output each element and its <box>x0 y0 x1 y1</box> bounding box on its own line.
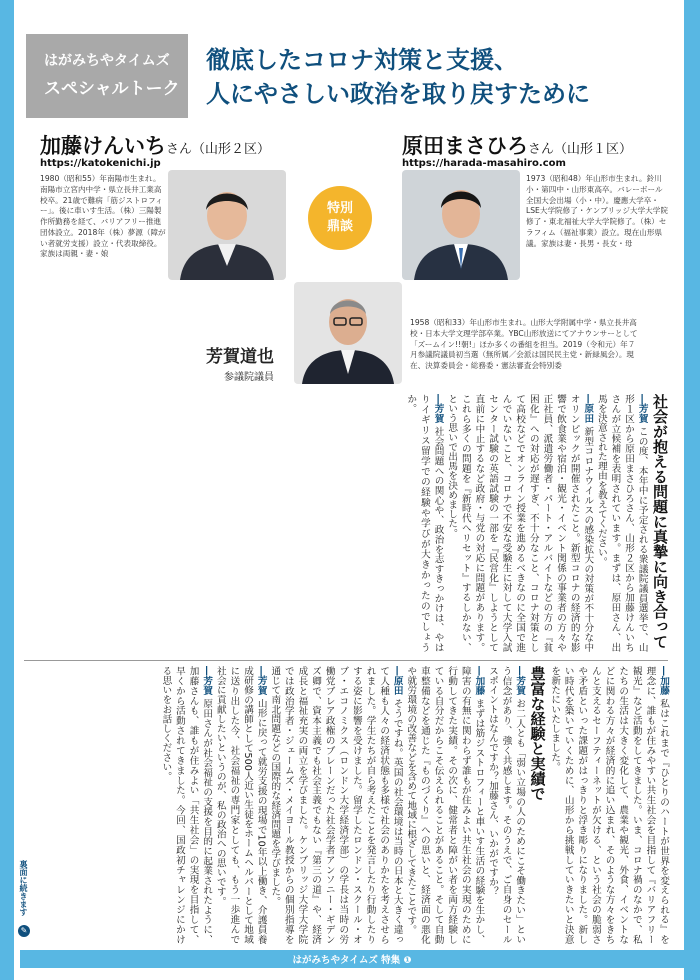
speaker-label: ―加藤 <box>473 666 485 696</box>
paragraph: 原田さんが社会福祉の支援を目的に起業されたように、加藤さんも、誰もが住みよい「共生社会」の実現を目指して、早くから活動されてきました。今回、国政初チャレンジにかける思いをお話しください。 <box>160 666 213 944</box>
speaker-label: ―加藤 <box>658 666 669 696</box>
section-heading-1: 社会が抱える問題に真摯に向き合って <box>651 394 669 649</box>
tier-divider <box>24 660 668 661</box>
badge-line1: 特別 <box>326 201 353 217</box>
article-body <box>28 394 670 944</box>
paragraph: まずは筋ジストロフィーと車いす生活の経験を生かし、障害の有無に関わらず誰もが住みよい共生社会の実現のために行動してきた実績。その次に、健常者と障がい者を両方経験している自分だからこそ伝えられることがあること。そして自動車整備などを通じた『ものづくり』への思いと、経済面の悪化や就労環境の改善などを含めて地域に根ざしてきたことです。 <box>405 666 485 944</box>
article-lower-tier <box>28 666 670 944</box>
paragraph: 新型コロナウイルスの感染拡大の対策が不十分な中オリンピックが開催されたこと。新型コロナの経済的な影響で飲食業や宿泊・観光・イベント関係の事業者の方々や正社員、派遣労働者・パート・アルバイトなどの方の『貧困化』への対応が遅すぎ、不十分なこと、コロナ対策として高校などでオンライン授業を進めるべきなのに全国で進んでいないこと、コロナで不安な受験生に対して大学入試センター試験の英語試験の一部を『民営化』しようとして直前に中止するなど政府・与党の対応に問題があります。これら多くの問題を『新時代へリセット』するしかない、という思いで出馬を決めました。 <box>446 394 594 652</box>
footer-bar <box>20 950 684 968</box>
article-upper-tier <box>28 394 670 652</box>
guest-photo <box>294 282 402 384</box>
brand-line2: スペシャルトーク <box>44 79 180 99</box>
right-person-name: 原田まさひろ <box>402 134 528 158</box>
guest-title: 参議院議員 <box>224 372 274 383</box>
speaker-label: ―芳賀 <box>636 394 648 424</box>
guest-name: 芳賀道也 <box>206 347 274 367</box>
right-accent-bar <box>684 0 700 980</box>
section-heading-2: 豊富な経験と実績で <box>528 666 547 801</box>
speaker-label: ―芳賀 <box>255 666 267 696</box>
paragraph: お二人とも「弱い立場の人のためにこそ働きたい」という信念があり、強く共感します。そのうえで、ご自身のセールスポイントはなんですか？加藤さん、いかがですか？ <box>487 666 526 944</box>
pencil-icon: ✎ <box>18 925 30 937</box>
paragraph: そうですね。英国の社会環境は当時の日本と大きく違って人種も人々の経済状態も多様で社会のありかたを考えさせられました。学生たちが自ら考えたことを発言したり行動したりする姿に影響を受けました。留学したロンドン・スクール・オブ・エコノミクス（ロンドン大学経済学部）の学長は当時の労働党ブレア政権のブレーンだった社会学者アンソニー・ギデンズ卿で、資本主義でも社会主義でもない『第三の道』や、経済成長と福祉充実の両立を学びました。ケンブリッジ大学大学院では政治学者・ジェームズ・メイヨール教授からの個別指導を通じて南北問題などの国際的な経済問題を学びました。 <box>269 666 403 944</box>
right-person-name-row <box>402 130 632 160</box>
speaker-label: ―芳賀 <box>432 394 444 424</box>
paragraph: 山形に戻って就労支援の現場で10年以上働き、介護員養成研修の講師として500人近い生徒をホームヘルパーとして地域に送り出した今、社会福祉の専門家としても、もう一歩進んで社会に貢献したいというのが、私の政治への思いです。 <box>214 666 267 944</box>
footer-text: はがみちやタイムズ 特集 ❶ <box>292 955 412 966</box>
paragraph: 私はこれまで『ひとりのハートが世界を変えられる』を理念に、誰もが住みやすい共生社会を目指して『バリアフリー観光』など活動をしてきました。いま、コロナ禍のなかで、私たちの生活は大きく変化して、農業や観光、外食、イベントなどに関わる方々が経済的に追い込まれ、そのような方々をきちんと支えるセーフティーネットが欠ける、という社会の脆弱さや矛盾といった課題がはっきりと浮き彫りになりました。新しい時代を築いていくために、山形から挑戦していきたいと決意を新たにいたしました。 <box>549 666 669 944</box>
left-person-suffix: さん（山形２区） <box>166 142 271 157</box>
paragraph: この度、本年中に予定される衆議院議員選挙で、山形１区から原田まさひろさん、山形２区から加藤けんいちさんが立候補を表明されています。まずは、原田さん、出馬を決意された理由を教えてください。 <box>595 394 648 652</box>
left-accent-bar <box>0 0 14 980</box>
speaker-label: ―原田 <box>582 394 594 424</box>
right-person-bio: 1973（昭和48）年山形市生まれ。鈴川小・第四中・山形東高卒。バレーボール全国大会出場（小・中）。慶應大学卒・LSE大学院修了・ケンブリッジ大学大学院修了・東北福祉大学大学院修了。（株）セラフィム（福祉事業）設立。現在山形県議。家族は妻・長男・長女・母 <box>526 174 668 248</box>
special-talk-badge <box>308 186 372 250</box>
left-person-photo <box>168 170 286 280</box>
right-person-photo <box>402 170 520 280</box>
left-person-name-row <box>40 130 270 160</box>
right-person-suffix: さん（山形１区） <box>528 142 633 157</box>
continued-note: 裏面に続きます <box>19 860 28 916</box>
headline-line1: 徹底したコロナ対策と支援、 <box>206 46 518 74</box>
left-person-bio: 1980（昭和55）年南陽市生まれ。南陽市立宮内中学・県立長井工業高校卒。21歳で難病「筋ジストロフィー」。後に車いす生活。（株）三陽製作所勤務を経て、バリアフリー推進団体設立。2018年（株）夢源（障がい者就労支援）設立・代表取締役。家族は両親・妻・娘 <box>40 174 166 259</box>
headline <box>206 44 590 111</box>
left-person-url[interactable]: https://katokenichi.jp <box>40 158 161 169</box>
speaker-label: ―原田 <box>391 666 403 696</box>
speaker-label: ―芳賀 <box>201 666 213 696</box>
brand-box <box>26 34 188 118</box>
left-person-name: 加藤けんいち <box>40 134 166 158</box>
badge-line2: 鼎談 <box>326 219 353 234</box>
right-person-url[interactable]: https://harada-masahiro.com <box>402 158 566 169</box>
brand-line1: はがみちやタイムズ <box>44 53 170 69</box>
paragraph: 社会問題への関心や、政治を志すきっかけは、やはりイギリス留学での経験や学びが大きかったのでしょうか。 <box>405 394 444 652</box>
headline-line2: 人にやさしい政治を取り戻すために <box>206 79 590 108</box>
guest-bio: 1958（昭和33）年山形市生まれ。山形大学附属中学・県立長井高校・日本大学文理学部卒業。YBC山形放送にてアナウンサーとして「ズームイン!!朝!」ほか多くの番組を担当。2019（令和元）年７月参議院議員初当選（無所属／会派は国民民主党・新緑風会）。現在、決算委員会・総務委・憲法審査会特別委 <box>410 318 638 371</box>
speaker-label: ―芳賀 <box>514 666 526 696</box>
